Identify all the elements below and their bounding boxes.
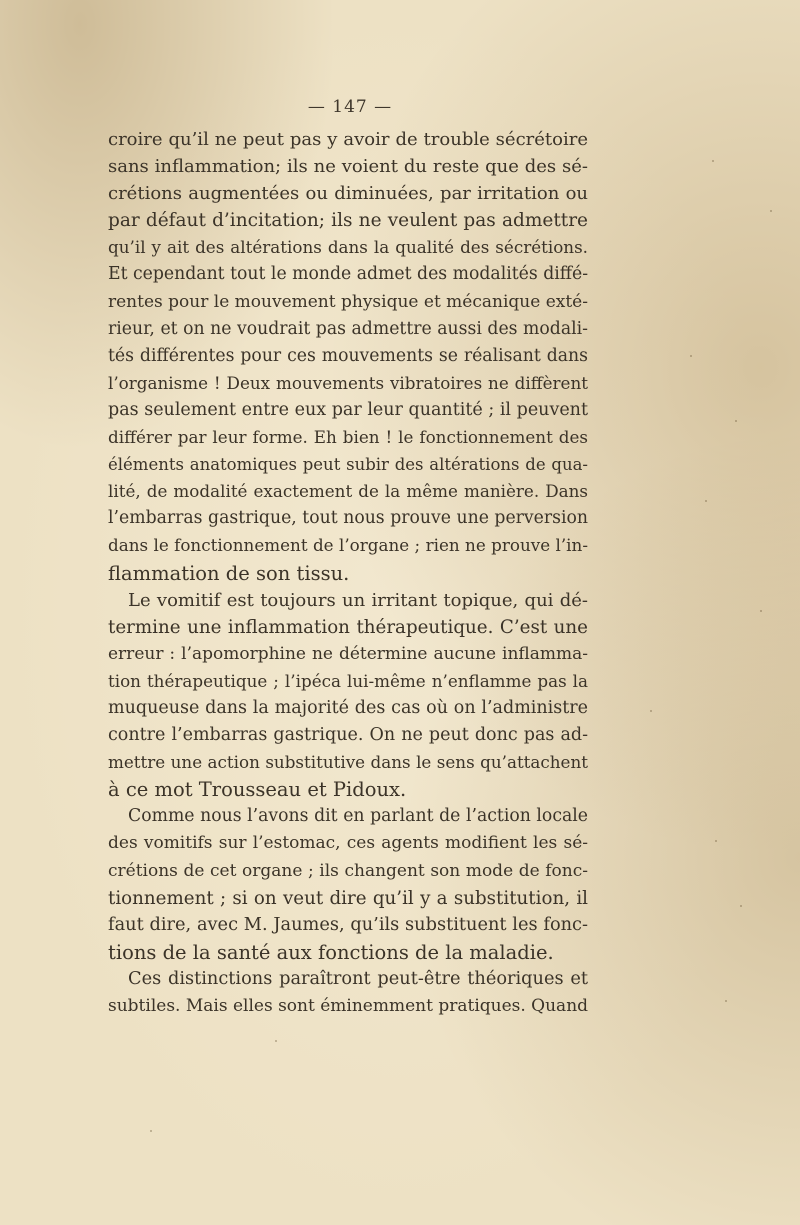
paper-speck [735,420,737,422]
text-line: tés différentes pour ces mouvements se réalisant dans [108,345,588,366]
text-line: des vomitifs sur l’estomac, ces agents modifient les sé- [108,833,588,854]
text-line: par défaut d’incitation; ils ne veulent pas admettre [108,210,588,232]
text-line: tion thérapeutique ; l’ipéca lui-même n’enflamme pas la [108,670,588,691]
paper-speck [715,840,717,842]
text-line: lité, de modalité exactement de la même manière. Dans [108,481,588,502]
text-line: éléments anatomiques peut subir des altérations de qua- [108,455,588,475]
paper-speck [712,160,714,162]
paper-speck [690,355,692,357]
text-line: Le vomitif est toujours un irritant topique, qui dé- [128,589,588,611]
text-line: tions de la santé aux fonctions de la maladie. [108,940,554,964]
text-line: crétions augmentées ou diminuées, par irritation ou [108,183,588,205]
text-line: crétions de cet organe ; ils changent son mode de fonc- [108,860,588,881]
page-number: — 147 — [307,97,393,117]
text-line: faut dire, avec M. Jaumes, qu’ils substituent les fonc- [108,914,588,935]
text-line: pas seulement entre eux par leur quantité ; il peuvent [108,399,588,420]
text-line: subtiles. Mais elles sont éminemment pratiques. Quand [108,996,588,1016]
paper-speck [770,210,772,212]
text-line: rieur, et on ne voudrait pas admettre aussi des modali- [108,318,588,339]
text-line: muqueuse dans la majorité des cas où on l’administre [108,697,588,718]
text-line: dans le fonctionnement de l’organe ; rien ne prouve l’in- [108,535,588,556]
paper-speck [705,500,707,502]
paper-speck [725,1000,727,1002]
text-line: à ce mot Trousseau et Pidoux. [108,778,407,802]
text-line: mettre une action substitutive dans le sens qu’attachent [108,752,588,773]
text-line: flammation de son tissu. [108,561,350,585]
text-line: croire qu’il ne peut pas y avoir de trouble sécrétoire [108,129,588,150]
text-line: l’organisme ! Deux mouvements vibratoires ne diffèrent [108,372,588,393]
text-line: Et cependant tout le monde admet des modalités diffé- [108,264,588,285]
text-line: erreur : l’apomorphine ne détermine aucune inflamma- [108,643,588,664]
paper-speck [150,1130,152,1132]
text-line: contre l’embarras gastrique. On ne peut donc pas ad- [108,725,588,746]
text-line: qu’il y ait des altérations dans la qualité des sécrétions. [108,237,588,258]
text-line: rentes pour le mouvement physique et mécanique exté- [108,291,588,312]
text-line: l’embarras gastrique, tout nous prouve une perversion [108,508,588,529]
text-line: sans inflammation; ils ne voient du reste que des sé- [108,156,588,178]
text-line: termine une inflammation thérapeutique. C’est une [108,616,588,638]
paper-speck [740,905,742,907]
text-line: Ces distinctions paraîtront peut-être théoriques et [128,968,588,989]
text-line: Comme nous l’avons dit en parlant de l’action locale [128,806,588,827]
paper-speck [275,1040,277,1042]
text-line: différer par leur forme. Eh bien ! le fonctionnement des [108,427,588,448]
paper-speck [760,610,762,612]
text-line: tionnement ; si on veut dire qu’il y a substitution, il [108,887,588,909]
body-text [108,126,588,1020]
paper-speck [650,710,652,712]
